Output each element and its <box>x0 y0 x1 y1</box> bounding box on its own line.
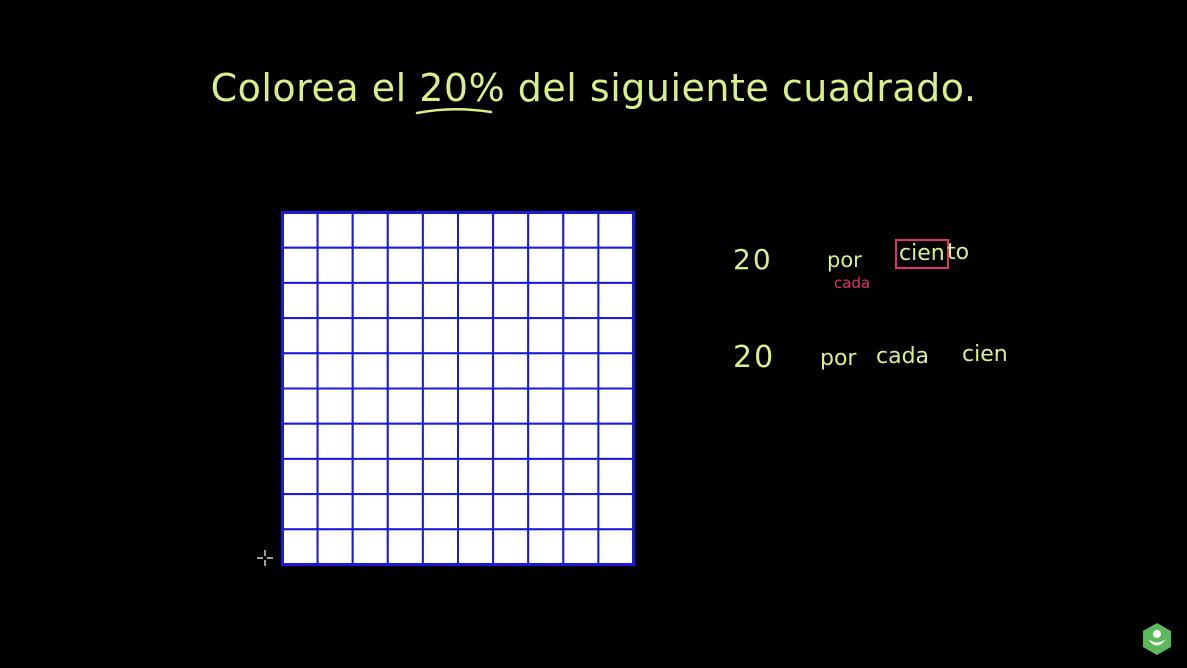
grid-cell[interactable] <box>283 283 318 318</box>
hundred-grid[interactable] <box>281 211 635 566</box>
grid-cell[interactable] <box>458 283 493 318</box>
grid-cell[interactable] <box>423 424 458 459</box>
grid-cell[interactable] <box>563 283 598 318</box>
grid-cell[interactable] <box>563 248 598 283</box>
grid-cell[interactable] <box>353 459 388 494</box>
grid-cell[interactable] <box>423 353 458 388</box>
note1-cada: cada <box>834 274 871 292</box>
grid-cell[interactable] <box>493 213 528 248</box>
grid-cell[interactable] <box>388 389 423 424</box>
grid-cell[interactable] <box>598 318 633 353</box>
note2-cada: cada <box>876 344 930 369</box>
grid-cell[interactable] <box>598 529 633 564</box>
grid-cell[interactable] <box>283 389 318 424</box>
grid-cell[interactable] <box>388 494 423 529</box>
grid-cell[interactable] <box>388 459 423 494</box>
grid-cell[interactable] <box>283 213 318 248</box>
grid-cell[interactable] <box>283 529 318 564</box>
grid-cell[interactable] <box>283 353 318 388</box>
grid-cell[interactable] <box>528 248 563 283</box>
grid-cell[interactable] <box>458 424 493 459</box>
grid-cell[interactable] <box>423 494 458 529</box>
grid-cell[interactable] <box>458 213 493 248</box>
crosshair-cursor-icon <box>256 549 274 567</box>
grid-cell[interactable] <box>458 459 493 494</box>
note2-por: por <box>820 346 857 371</box>
grid-cell[interactable] <box>423 213 458 248</box>
grid-cell[interactable] <box>563 459 598 494</box>
grid-cell[interactable] <box>458 494 493 529</box>
grid-cell[interactable] <box>528 529 563 564</box>
grid-cell[interactable] <box>388 213 423 248</box>
note1-por: por <box>827 248 862 272</box>
grid-cell[interactable] <box>353 389 388 424</box>
note1-to: to <box>947 240 970 265</box>
grid-cell[interactable] <box>388 248 423 283</box>
grid-cell[interactable] <box>528 494 563 529</box>
grid-cell[interactable] <box>423 283 458 318</box>
grid-cell[interactable] <box>353 248 388 283</box>
grid-cell[interactable] <box>528 389 563 424</box>
grid-cell[interactable] <box>318 529 353 564</box>
grid-cell[interactable] <box>388 424 423 459</box>
grid-cell[interactable] <box>563 494 598 529</box>
grid-cell[interactable] <box>493 318 528 353</box>
grid-cell[interactable] <box>493 353 528 388</box>
grid-cell[interactable] <box>318 353 353 388</box>
grid-cell[interactable] <box>528 318 563 353</box>
grid-cell[interactable] <box>598 248 633 283</box>
grid-cell[interactable] <box>598 283 633 318</box>
title-text-after: del siguiente cuadrado. <box>505 66 977 110</box>
grid-cell[interactable] <box>423 318 458 353</box>
grid-cell[interactable] <box>318 424 353 459</box>
grid-cell[interactable] <box>283 318 318 353</box>
grid-cell[interactable] <box>423 529 458 564</box>
grid-cell[interactable] <box>318 389 353 424</box>
title-percent-value: 20% <box>419 66 506 110</box>
grid-cell[interactable] <box>528 353 563 388</box>
grid-cell[interactable] <box>318 213 353 248</box>
grid-cell[interactable] <box>598 424 633 459</box>
grid-cell[interactable] <box>388 318 423 353</box>
grid-cell[interactable] <box>493 494 528 529</box>
problem-title <box>0 66 1187 110</box>
grid-cell[interactable] <box>283 248 318 283</box>
grid-cell[interactable] <box>563 389 598 424</box>
grid-cell[interactable] <box>318 459 353 494</box>
note1-number: 20 <box>733 243 773 276</box>
grid-cell[interactable] <box>563 213 598 248</box>
grid-cell[interactable] <box>598 459 633 494</box>
grid-cell[interactable] <box>423 389 458 424</box>
title-text-before: Colorea el <box>210 66 420 110</box>
note2-number: 20 <box>733 340 776 375</box>
grid-cell[interactable] <box>563 318 598 353</box>
grid-cell[interactable] <box>283 459 318 494</box>
grid-cell[interactable] <box>353 283 388 318</box>
grid-cell[interactable] <box>598 353 633 388</box>
grid-cell[interactable] <box>528 213 563 248</box>
grid-cell[interactable] <box>423 248 458 283</box>
grid-cell[interactable] <box>283 494 318 529</box>
grid-cell[interactable] <box>353 353 388 388</box>
grid-cell[interactable] <box>528 424 563 459</box>
grid-cell[interactable] <box>493 424 528 459</box>
grid-cell[interactable] <box>353 318 388 353</box>
percent-underline <box>415 106 493 116</box>
khan-academy-logo-icon <box>1141 622 1173 656</box>
grid-cell[interactable] <box>528 459 563 494</box>
grid-cell[interactable] <box>353 213 388 248</box>
grid-cell[interactable] <box>318 494 353 529</box>
grid-cell[interactable] <box>598 389 633 424</box>
grid-cell[interactable] <box>318 283 353 318</box>
title-percent <box>419 66 505 110</box>
grid-cell[interactable] <box>493 459 528 494</box>
grid-cell[interactable] <box>283 424 318 459</box>
grid-cell[interactable] <box>493 248 528 283</box>
grid-cell[interactable] <box>353 494 388 529</box>
grid-cell[interactable] <box>528 283 563 318</box>
grid-cell[interactable] <box>388 353 423 388</box>
grid-cell[interactable] <box>388 283 423 318</box>
grid-cell[interactable] <box>563 353 598 388</box>
grid-cell[interactable] <box>458 248 493 283</box>
grid-cell[interactable] <box>598 494 633 529</box>
grid-cell[interactable] <box>458 353 493 388</box>
note1-cien-boxed: cien <box>895 239 949 269</box>
grid-cell[interactable] <box>598 213 633 248</box>
grid-cell[interactable] <box>353 424 388 459</box>
grid-cell[interactable] <box>563 424 598 459</box>
grid-cell[interactable] <box>458 318 493 353</box>
grid-cell[interactable] <box>318 248 353 283</box>
grid-cell[interactable] <box>353 529 388 564</box>
grid-cell[interactable] <box>493 389 528 424</box>
grid-cell[interactable] <box>563 529 598 564</box>
grid-cell[interactable] <box>318 318 353 353</box>
grid-cell[interactable] <box>493 529 528 564</box>
grid-cell[interactable] <box>458 389 493 424</box>
grid-cell[interactable] <box>388 529 423 564</box>
grid-cell[interactable] <box>493 283 528 318</box>
note2-cien: cien <box>962 342 1008 367</box>
grid-cell[interactable] <box>423 459 458 494</box>
grid-cell[interactable] <box>458 529 493 564</box>
